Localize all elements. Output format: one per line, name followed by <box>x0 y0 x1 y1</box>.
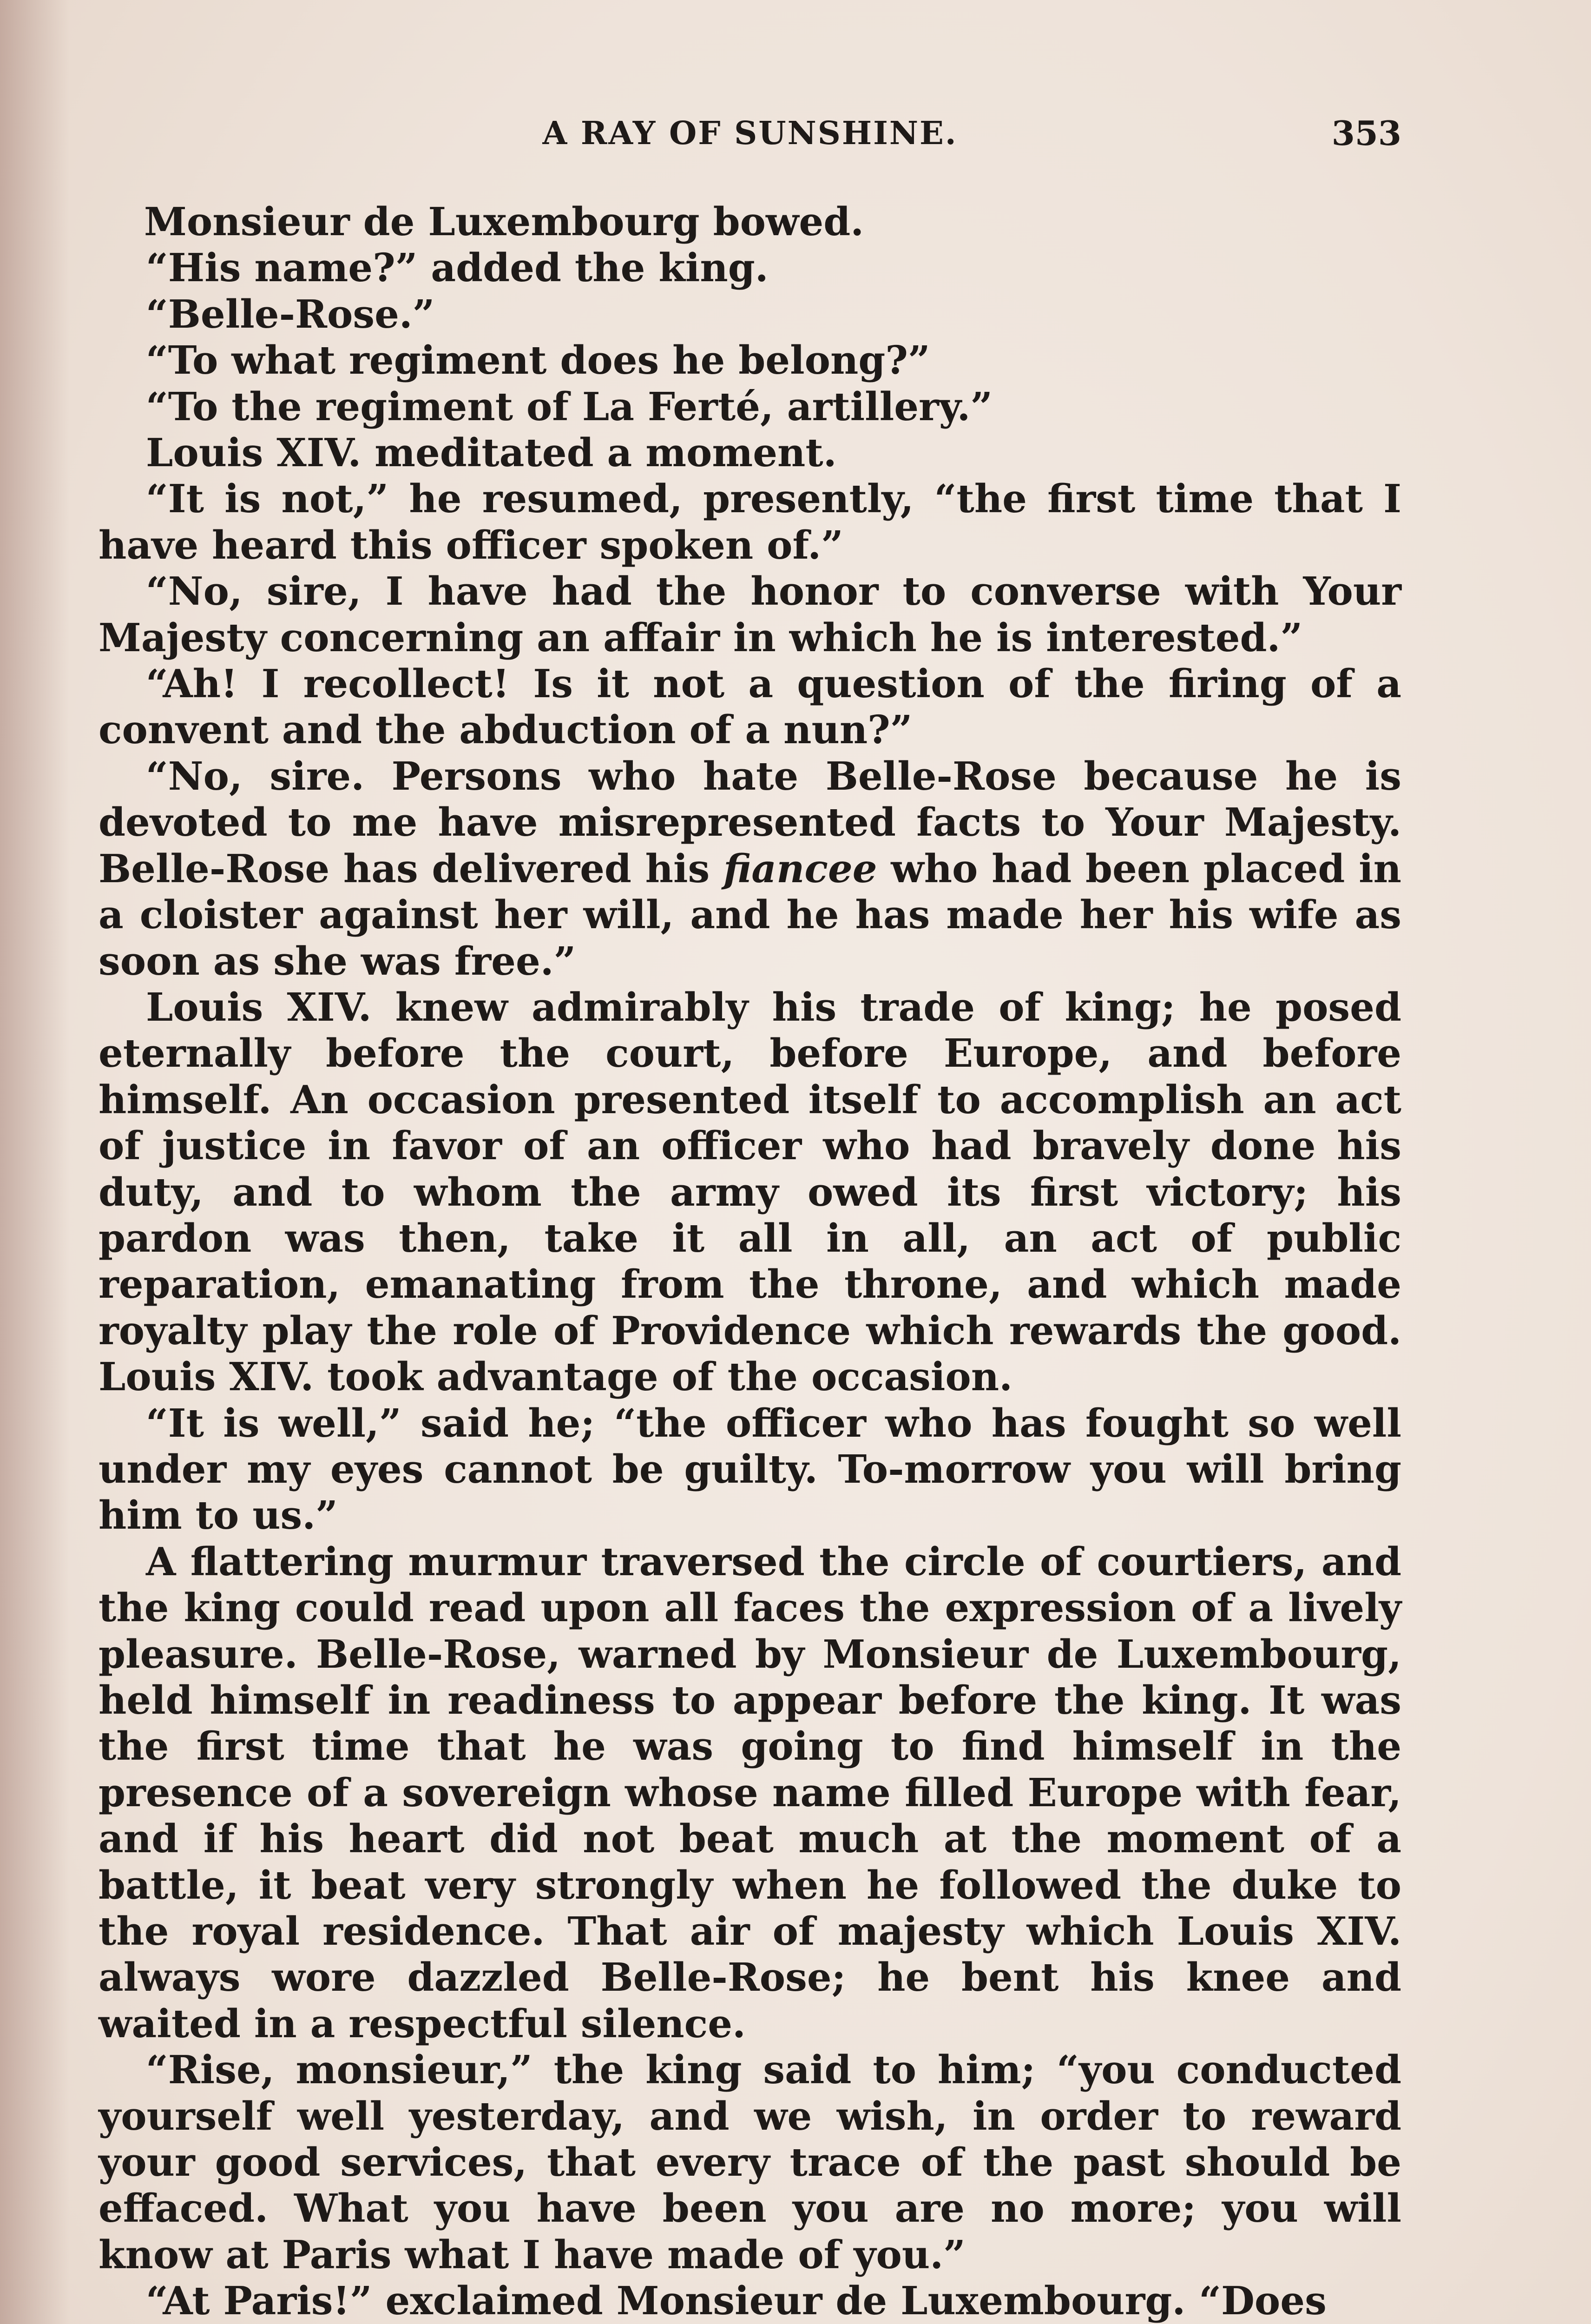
page-header <box>99 108 1401 159</box>
paragraph-6: Louis XIV. meditated a moment. <box>146 430 837 476</box>
spine-shadow <box>0 0 70 2324</box>
paragraph-10-part-b: who had been placed in a cloister against her will, and he has made her his wife as soon as she was free.” <box>99 845 1401 984</box>
paragraph-15: “At Paris!” exclaimed Monsieur de Luxembourg. “Does <box>146 2278 1327 2324</box>
paragraph-11: Louis XIV. knew admirably his trade of king; he posed eternally before the court, before Europe, and before himself. An occasion presented itself to accomplish an act of justice in favor of an officer who had bravely done his duty, and to whom the army owed its first victory; his pardon was then, take it all in all, an act of public reparation, emanating from the throne, and which made royalty play the role of Providence which rewards the good. Louis XIV. took advantage of the occasion. <box>99 984 1401 1400</box>
paragraph-2: “His name?” added the king. <box>146 245 769 291</box>
page-number: 353 <box>1331 113 1401 153</box>
paragraph-14: “Rise, monsieur,” the king said to him; “you conducted yourself well yesterday, and we wish, in order to reward your good services, that every trace of the past should be effaced. What you have been you are no more; you will know at Paris what I have made of you.” <box>99 2047 1401 2278</box>
paragraph-12: “It is well,” said he; “the officer who has fought so well under my eyes cannot be guilty. To-morrow you will bring him to us.” <box>99 1400 1401 1538</box>
paragraph-4: “To what regiment does he belong?” <box>146 337 930 383</box>
paragraph-13: A flattering murmur traversed the circle of courtiers, and the king could read upon all faces the expression of a lively pleasure. Belle-Rose, warned by Monsieur de Luxembourg, held himself in readiness to appear before the king. It was the first time that he was going to find himself in the presence of a sovereign whose name filled Europe with fear, and if his heart did not beat much at the moment of a battle, it beat very strongly when he followed the duke to the royal residence. That air of majesty which Louis XIV. always wore dazzled Belle-Rose; he bent his knee and waited in a respectful silence. <box>99 1538 1401 2047</box>
paragraph-5: “To the regiment of La Ferté, artillery.” <box>146 383 993 429</box>
running-head: A RAY OF SUNSHINE. <box>542 115 958 152</box>
paragraph-1: Monsieur de Luxembourg bowed. <box>144 199 864 244</box>
body-text <box>99 199 1401 2324</box>
paragraph-10-part-a: “No, sire. Persons who hate Belle-Rose because he is devoted to me have misrepresented facts to Your Majesty. Belle-Rose has delivered his <box>99 753 1401 891</box>
paragraph-9: “Ah! I recollect! Is it not a question of the firing of a convent and the abduction of a nun?” <box>99 661 1401 753</box>
paragraph-7: “It is not,” he resumed, presently, “the first time that I have heard this officer spoken of.” <box>99 476 1401 568</box>
paragraph-3: “Belle-Rose.” <box>146 291 435 337</box>
paragraph-8: “No, sire, I have had the honor to converse with Your Majesty concerning an affair in which he is interested.” <box>99 568 1401 660</box>
italic-word: fiancee <box>723 845 877 891</box>
paragraph-10 <box>99 753 1401 984</box>
